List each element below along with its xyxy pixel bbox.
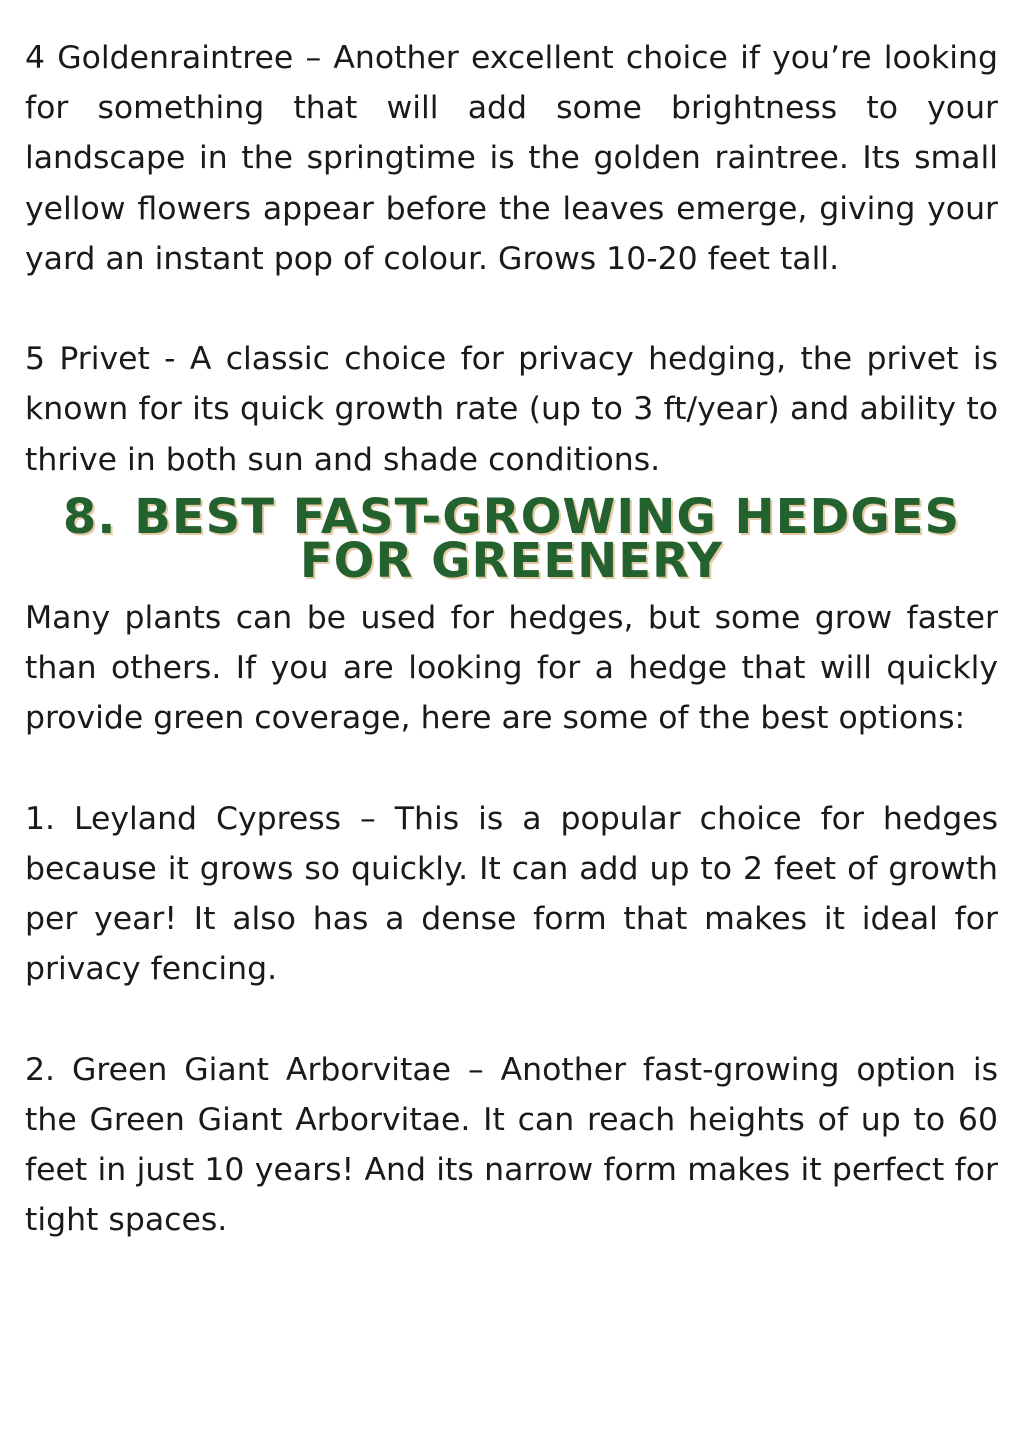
- paragraph-spacer: [25, 994, 998, 1044]
- section-heading: [25, 488, 998, 589]
- paragraph-green-giant: 2. Green Giant Arborvitae – Another fast-growing option is the Green Giant Arborvitae. It can reach heights of up to 60 feet in just 10 years! And its narrow form makes it perfect for tight spaces.: [25, 1051, 998, 1239]
- paragraph-intro: Many plants can be used for hedges, but some grow faster than others. If you are looking for a hedge that will quickly provide green coverage, here are some of the best options:: [25, 599, 998, 737]
- paragraph-leyland-cypress: 1. Leyland Cypress – This is a popular choice for hedges because it grows so quickly. It can add up to 2 feet of growth per year! It also has a dense form that makes it ideal for privacy fencing.: [25, 800, 998, 988]
- document-page: [25, 33, 998, 1245]
- paragraph-privet: 5 Privet - A classic choice for privacy hedging, the privet is known for its quick growth rate (up to 3 ft/year) and ability to thrive in both sun and shade conditions.: [25, 341, 998, 478]
- section-heading-line-2: FOR GREENERY: [299, 532, 724, 589]
- paragraph-goldenraintree: 4 Goldenraintree – Another excellent choice if you’re looking for something that will add some brightness to your landscape in the springtime is the golden raintree. Its small yellow flowers appear before the leaves emerge, giving your yard an instant pop of colour. Grows 10-20 feet tall.: [25, 40, 998, 277]
- section-heading-line-1: 8. BEST FAST-GROWING HEDGES: [62, 488, 961, 545]
- paragraph-spacer: [25, 284, 998, 334]
- paragraph-spacer: [25, 743, 998, 793]
